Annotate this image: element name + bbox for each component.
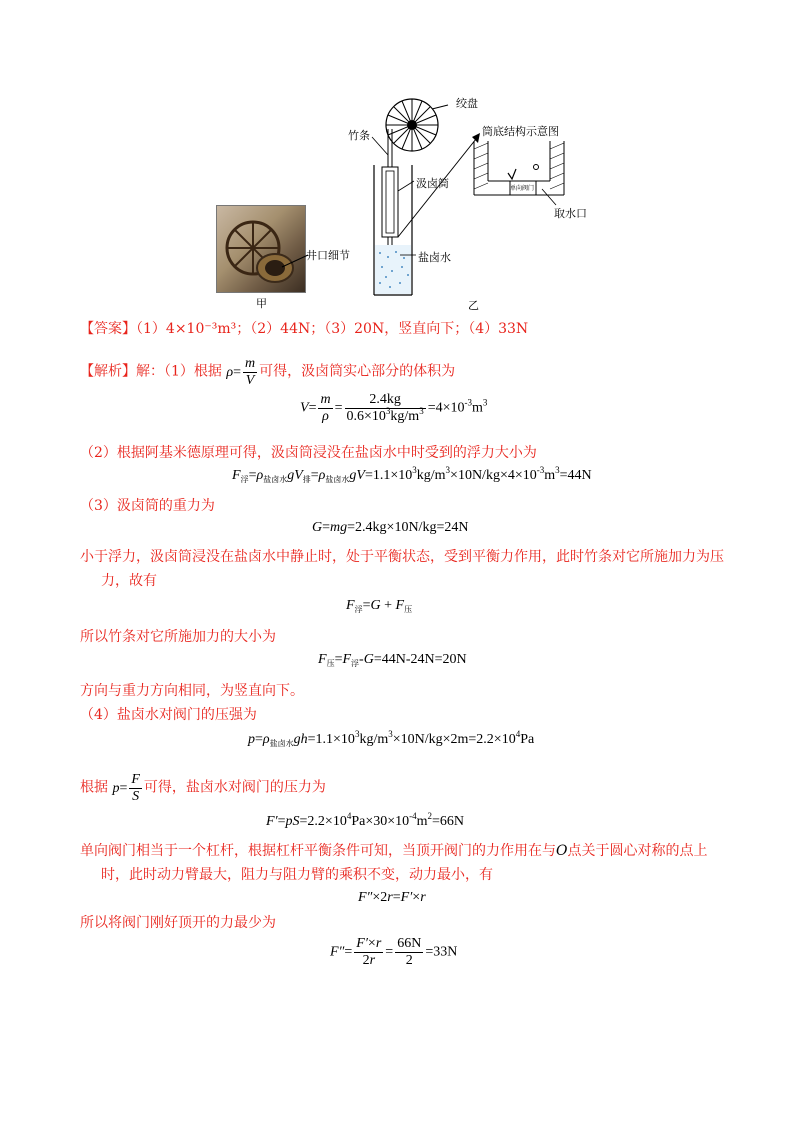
label-jiaopan: 绞盘 xyxy=(456,97,478,110)
eq-valve-force: $F'=pS=2.2\times 10^4Pa\times 30\times 10^{-4}m^2=66N$ xyxy=(266,811,465,829)
eq-press-force: $F_压=F_浮-G=44N-24N=20N$ xyxy=(318,652,467,668)
figure-area xyxy=(210,95,590,310)
analysis-p6: 方向与重力方向相同，为竖直向下。 xyxy=(80,683,304,699)
analysis-p4a: 小于浮力，汲卤筒浸没在盐卤水中静止时，处于平衡状态，受到平衡力作用，此时竹条对它所施加力为压 xyxy=(80,549,724,565)
label-yanlushui: 盐卤水 xyxy=(418,251,451,264)
eq-buoyancy: $F_浮=\rho_{盐卤水}gV_排=\rho_{盐卤水}gV=1.1\times 10^3kg/m^3\times 10N/kg\times 4\times 10^{-3}m^3=44N$ xyxy=(232,465,592,484)
label-zhutiao: 竹条 xyxy=(348,129,370,142)
analysis-intro: 【解析】解：（1）根据 ρ= $\frac{m}{V}$ 可得，汲卤筒实心部分的体积为 xyxy=(80,356,456,388)
analysis-p5: 所以竹条对它所施加力的大小为 xyxy=(80,629,276,645)
answer-text: （1）4×10⁻³m³；（2）44N；（3）20N，竖直向下；（4）33N xyxy=(136,321,529,337)
eq-gravity: G=mg=2.4kg×10N/kg=24N xyxy=(312,520,469,535)
eq-balance: $F_浮=G + F_压$ xyxy=(346,598,413,614)
analysis-p9a: 单向阀门相当于一个杠杆，根据杠杆平衡条件可知，当顶开阀门的力作用在与O点关于圆心对称的点上 xyxy=(80,843,708,859)
eq-min-force: F″= $\frac{F'\times r}{2r}$ = $\frac{66N}{2}$ =33N xyxy=(330,936,458,968)
eq-lever: F″×2r=F′×r xyxy=(358,890,426,905)
analysis-p2: （2）根据阿基米德原理可得，汲卤筒浸没在盐卤水中时受到的浮力大小为 xyxy=(80,445,537,461)
analysis-tag: 【解析】 xyxy=(80,363,136,380)
eq-volume: V= $\frac{m}{\rho}$ = $\frac{2.4kg}{0.6\times 10^3kg/m^3}$ $=4\times 10^{-3}m^3$ xyxy=(300,392,488,424)
answer-line xyxy=(80,320,528,338)
label-yi: 乙 xyxy=(468,299,479,312)
analysis-p9c: 时，此时动力臂最大，阻力与阻力臂的乘积不变，动力最小，有 xyxy=(101,867,493,883)
density-formula: ρ= $\frac{m}{V}$ xyxy=(226,356,256,388)
label-valve: 单向阀门 xyxy=(510,185,535,192)
analysis-p3: （3）汲卤筒的重力为 xyxy=(80,498,215,514)
analysis-p8: 根据 p= $\frac{F}{S}$ 可得，盐卤水对阀门的压力为 xyxy=(80,772,326,804)
pressure-formula: p= $\frac{F}{S}$ xyxy=(112,772,140,804)
answer-tag: 【答案】 xyxy=(80,321,136,337)
analysis-p4b: 力，故有 xyxy=(101,573,157,589)
label-tonggu: 筒底结构示意图 xyxy=(482,125,559,138)
analysis-p10: 所以将阀门刚好顶开的力最少为 xyxy=(80,915,276,931)
eq-pressure: $p=\rho_{盐卤水}gh=1.1\times 10^3kg/m^3\times 10N/kg\times 2m=2.2\times 10^4Pa$ xyxy=(248,729,535,748)
label-jia: 甲 xyxy=(256,297,267,310)
label-jiluotong: 汲卤筒 xyxy=(416,177,449,190)
label-quskou: 取水口 xyxy=(554,207,587,220)
analysis-p7: （4）盐卤水对阀门的压强为 xyxy=(80,707,257,723)
label-jingkou: 井口细节 xyxy=(306,249,350,262)
